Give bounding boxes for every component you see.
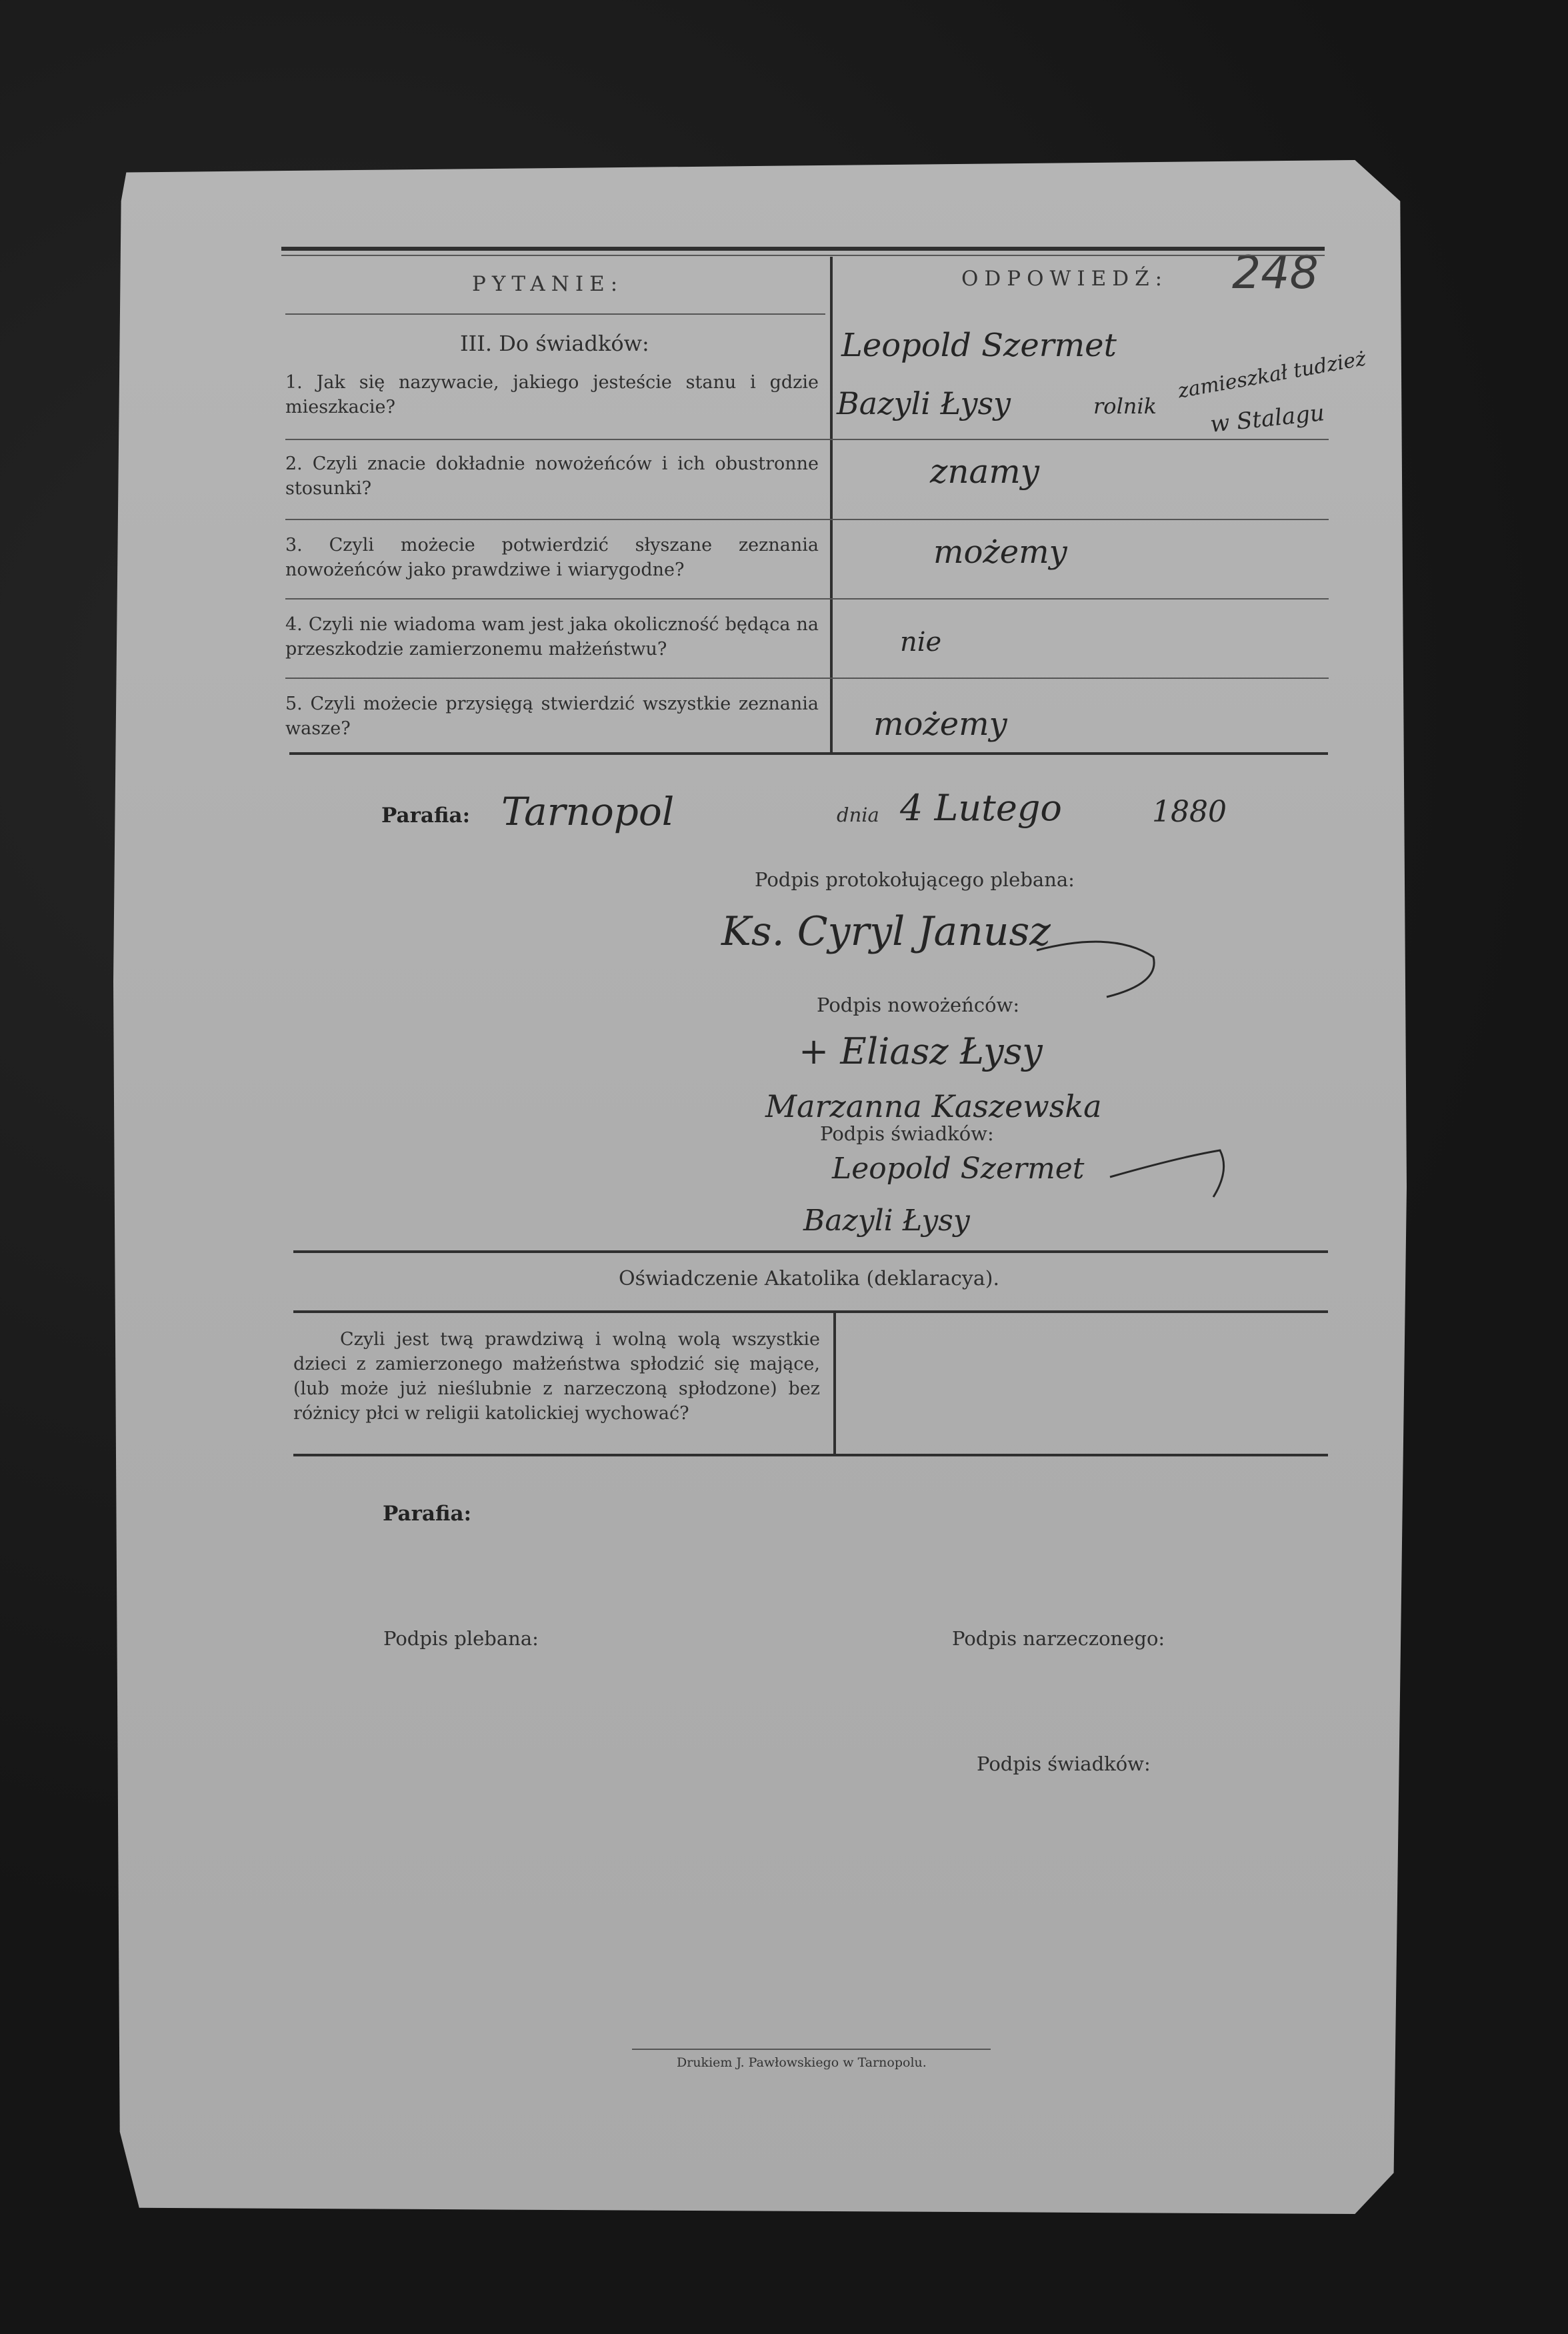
declaration-column-divider [833,1312,836,1454]
parish-label: Parafia: [381,804,471,828]
priest-signature: Ks. Cyryl Janusz [721,908,1051,955]
groom-signature: + Eliasz Łysy [799,1030,1043,1072]
declaration-top-rule [293,1250,1328,1253]
row-rule-1 [285,439,1329,440]
row-rule-4 [285,678,1329,679]
question-3: 3. Czyli możecie potwierdzić słyszane zeznania nowożeńców jako prawdziwe i wiarygodne? [285,535,819,580]
question-column-header: PYTANIE: [472,272,624,296]
declaration-table-bottom [293,1454,1328,1456]
answer-column-header: ODPOWIEDŹ: [961,267,1169,291]
row-rule-3 [285,598,1329,600]
witnesses-signature-label-2: Podpis świadków: [977,1753,1151,1775]
row-rule-2 [285,519,1329,520]
witnesses-signature-label: Podpis świadków: [820,1122,994,1145]
priest-signature-flourish [1033,930,1167,1004]
table-bottom-rule [289,752,1328,755]
table-top-rule [281,247,1325,251]
answer-1-occupation: rolnik [1093,393,1157,419]
answer-1-note-bottom: w Stalagu [1209,399,1326,438]
section-title: III. Do świadków: [460,331,649,356]
answer-2: znamy [930,452,1040,491]
parish-label-2: Parafia: [383,1502,472,1526]
bride-signature: Marzanna Kaszewska [765,1088,1102,1124]
printer-rule [632,2049,991,2050]
answer-1-witness-1: Leopold Szermet [841,327,1117,364]
parish-name: Tarnopol [501,789,675,834]
spouses-signature-label: Podpis nowożeńców: [817,994,1020,1016]
date-year: 1880 [1152,795,1227,829]
witness-1-signature: Leopold Szermet [832,1152,1085,1186]
question-5: 5. Czyli możecie przysięgą stwierdzić wszystkie zeznania wasze? [285,694,819,739]
table-top-rule-2 [281,255,1325,256]
date-day-month: 4 Lutego [900,787,1062,829]
header-rule [285,313,825,315]
date-label: dnia [837,804,879,826]
answer-1-witness-2: Bazyli Łysy [837,385,1011,421]
witness-signature-flourish [1107,1144,1233,1210]
answer-4: nie [900,627,942,658]
declaration-table-top [293,1310,1328,1313]
answer-1-note-top: zamieszkał tudzież [1176,347,1368,403]
pastor-signature-label: Podpis plebana: [383,1627,539,1650]
groom-signature-label: Podpis narzeczonego: [952,1627,1165,1650]
printer-imprint: Drukiem J. Pawłowskiego w Tarnopolu. [677,2055,927,2070]
question-2: 2. Czyli znacie dokładnie nowożeńców i ich obustronne stosunki? [285,453,819,499]
answer-5: możemy [873,706,1007,743]
witness-2-signature: Bazyli Łysy [803,1204,970,1238]
declaration-title: Oświadczenie Akatolika (deklaracya). [619,1267,999,1290]
declaration-question: Czyli jest twą prawdziwą i wolną wolą wszystkie dzieci z zamierzonego małżeństwa spłodzić się mające, (lub może już nieślubnie z narzeczoną spłodzone) bez różnicy płci w religii katolickiej wychować? [293,1329,820,1424]
column-divider [830,257,833,754]
question-1: 1. Jak się nazywacie, jakiego jesteście stanu i gdzie mieszkacie? [285,372,819,417]
priest-signature-label: Podpis protokołującego plebana: [755,868,1075,891]
answer-3: możemy [933,533,1067,571]
page-number: 248 [1232,247,1319,299]
question-4: 4. Czyli nie wiadoma wam jest jaka okoliczność będąca na przeszkodzie zamierzonemu małżeństwu? [285,614,819,660]
